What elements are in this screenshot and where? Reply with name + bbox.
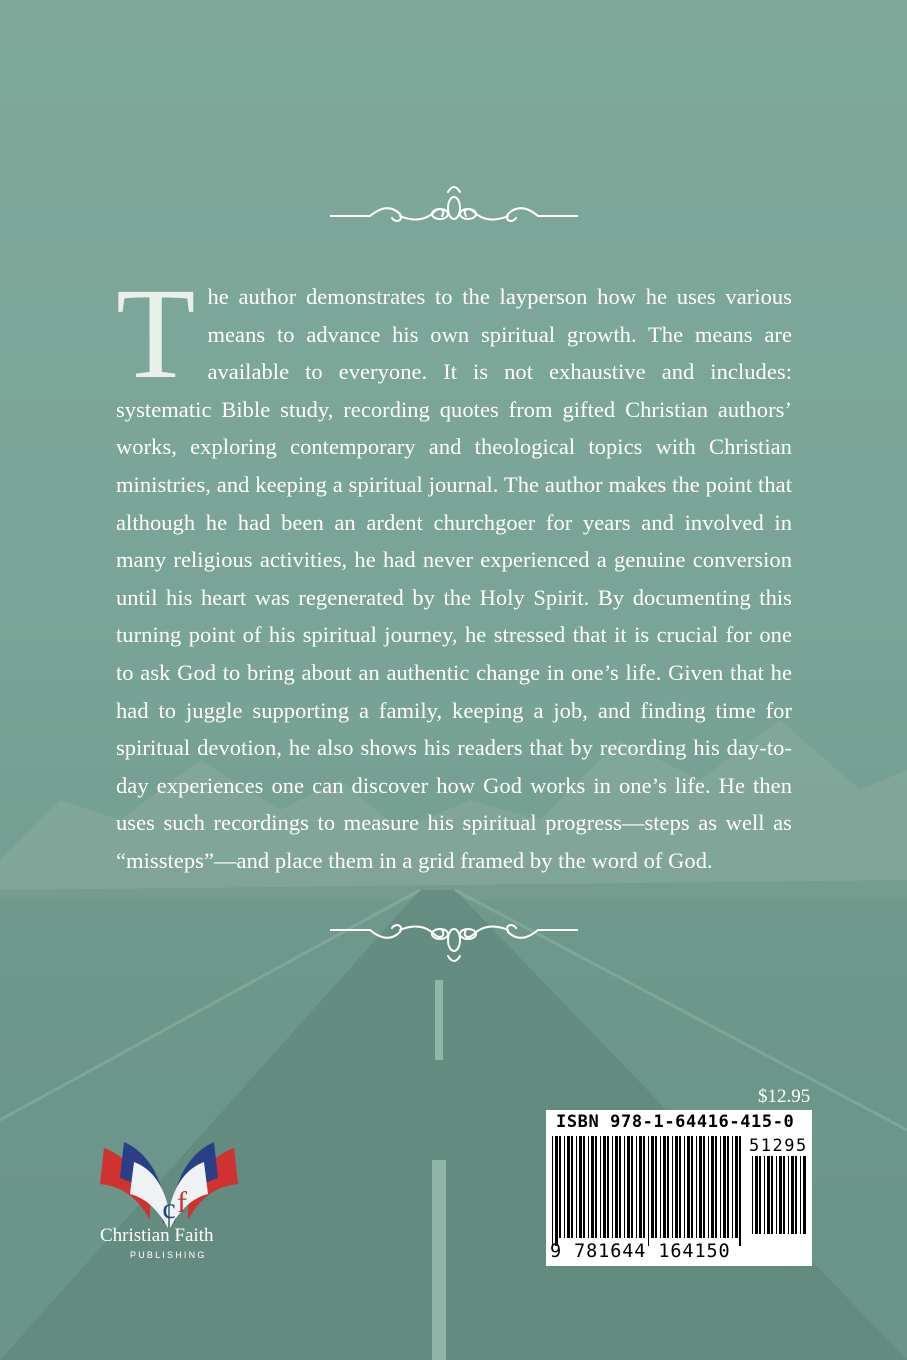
barcode-bar (576, 1136, 577, 1238)
barcode-bar (672, 1136, 673, 1238)
drop-cap-letter: T (116, 262, 196, 406)
isbn-number: ISBN 978-1-64416-415-0 (556, 1112, 795, 1132)
blurb-paragraph (116, 262, 792, 880)
barcode-bar (663, 1136, 666, 1238)
barcode-bar (612, 1136, 613, 1238)
barcode-bar (636, 1136, 637, 1238)
barcode-bar (764, 1156, 765, 1234)
barcode-bar (588, 1136, 589, 1238)
barcode-bar (732, 1136, 733, 1238)
barcode-bar (648, 1136, 649, 1246)
barcode-bar (723, 1136, 726, 1238)
barcode-bar (607, 1136, 609, 1238)
barcode-bar (600, 1136, 601, 1238)
barcode-bar (619, 1136, 621, 1238)
barcode-bar (771, 1156, 773, 1234)
blurb-text: he author demonstrates to the layperson how he uses various means to advance his own spiritual growth. The means are available to everyone. It is not exhaustive and includes: systematic Bible study, recording quotes from gifted Christian authors’ works, exploring contemporary and theological topics with Christian ministries, and keeping a spiritual journal. The author makes the point that although he had been an ardent churchgoer for years and involved in many religious activities, he had never experienced a genuine conversion until his heart was regenerated by the Holy Spirit. By documenting this turning point of his spiritual journey, he stressed that it is crucial for one to ask God to bring about an authentic change in one’s life. Given that he had to juggle supporting a family, keeping a job, and finding time for spiritual devotion, he also shows his readers that by recording his day-to-day experiences one can discover how God works in one’s life. He then uses such recordings to measure his spiritual progress—steps as well as “missteps”—and place them in a grid framed by the word of God. (116, 284, 792, 873)
barcode-bar (708, 1136, 709, 1238)
barcode-bar (759, 1156, 761, 1234)
barcode-bar (703, 1136, 705, 1238)
barcode-bar (655, 1136, 657, 1238)
barcode-bar (711, 1136, 714, 1238)
barcode-bar (643, 1136, 645, 1238)
barcode-bar (603, 1136, 606, 1238)
barcode-bar (752, 1156, 753, 1234)
barcode-bar (591, 1136, 594, 1238)
barcode-bar (552, 1136, 553, 1246)
barcode-bar (699, 1136, 702, 1238)
price-label: $12.95 (758, 1086, 811, 1107)
barcode-bar (667, 1136, 669, 1238)
publisher-subtitle: PUBLISHING (130, 1250, 207, 1260)
barcode-bar (739, 1136, 741, 1246)
barcode-bar (583, 1136, 585, 1238)
publisher-name: Christian Faith (100, 1225, 214, 1246)
barcode-bar (755, 1156, 758, 1234)
barcode-bar (571, 1136, 573, 1238)
price-addon-digits: 51295 (749, 1136, 808, 1156)
barcode-bar (651, 1136, 654, 1238)
barcode-bar (555, 1136, 558, 1246)
barcode-bar (624, 1136, 625, 1238)
barcode-bar (579, 1136, 582, 1238)
barcode-bar (767, 1156, 770, 1234)
ean-digits: 9 781644 164150 (550, 1241, 731, 1262)
isbn-barcode (546, 1110, 812, 1266)
logo-letters: c (162, 1192, 176, 1225)
barcode-bar (776, 1156, 777, 1234)
barcode-bar (595, 1136, 597, 1238)
barcode-bar (720, 1136, 721, 1238)
barcode-bar (559, 1136, 561, 1238)
top-flourish-ornament (330, 180, 578, 240)
barcode-bar (783, 1156, 785, 1234)
barcode-bar (684, 1136, 685, 1238)
ean-barcode-bars (552, 1136, 742, 1246)
barcode-bar (567, 1136, 570, 1238)
barcode-bar (788, 1156, 789, 1234)
barcode-bar (691, 1136, 693, 1238)
bottom-flourish-ornament (330, 910, 578, 970)
barcode-bar (675, 1136, 678, 1238)
barcode-bar (696, 1136, 697, 1238)
barcode-bar (639, 1136, 642, 1238)
barcode-bar (687, 1136, 690, 1238)
barcode-bar (800, 1156, 801, 1234)
barcode-bar (715, 1136, 717, 1238)
barcode-bar (795, 1156, 797, 1234)
barcode-bar (791, 1156, 794, 1234)
barcode-bar (660, 1136, 661, 1238)
addon-barcode-bars (752, 1156, 808, 1246)
barcode-bar (564, 1136, 565, 1238)
barcode-bar (779, 1156, 782, 1234)
barcode-bar (679, 1136, 681, 1238)
barcode-bar (735, 1136, 738, 1238)
barcode-bar (727, 1136, 729, 1238)
barcode-bar (615, 1136, 618, 1238)
barcode-bar (627, 1136, 630, 1238)
barcode-bar (803, 1156, 806, 1234)
barcode-bar (631, 1136, 633, 1238)
svg-text:f: f (177, 1186, 187, 1219)
